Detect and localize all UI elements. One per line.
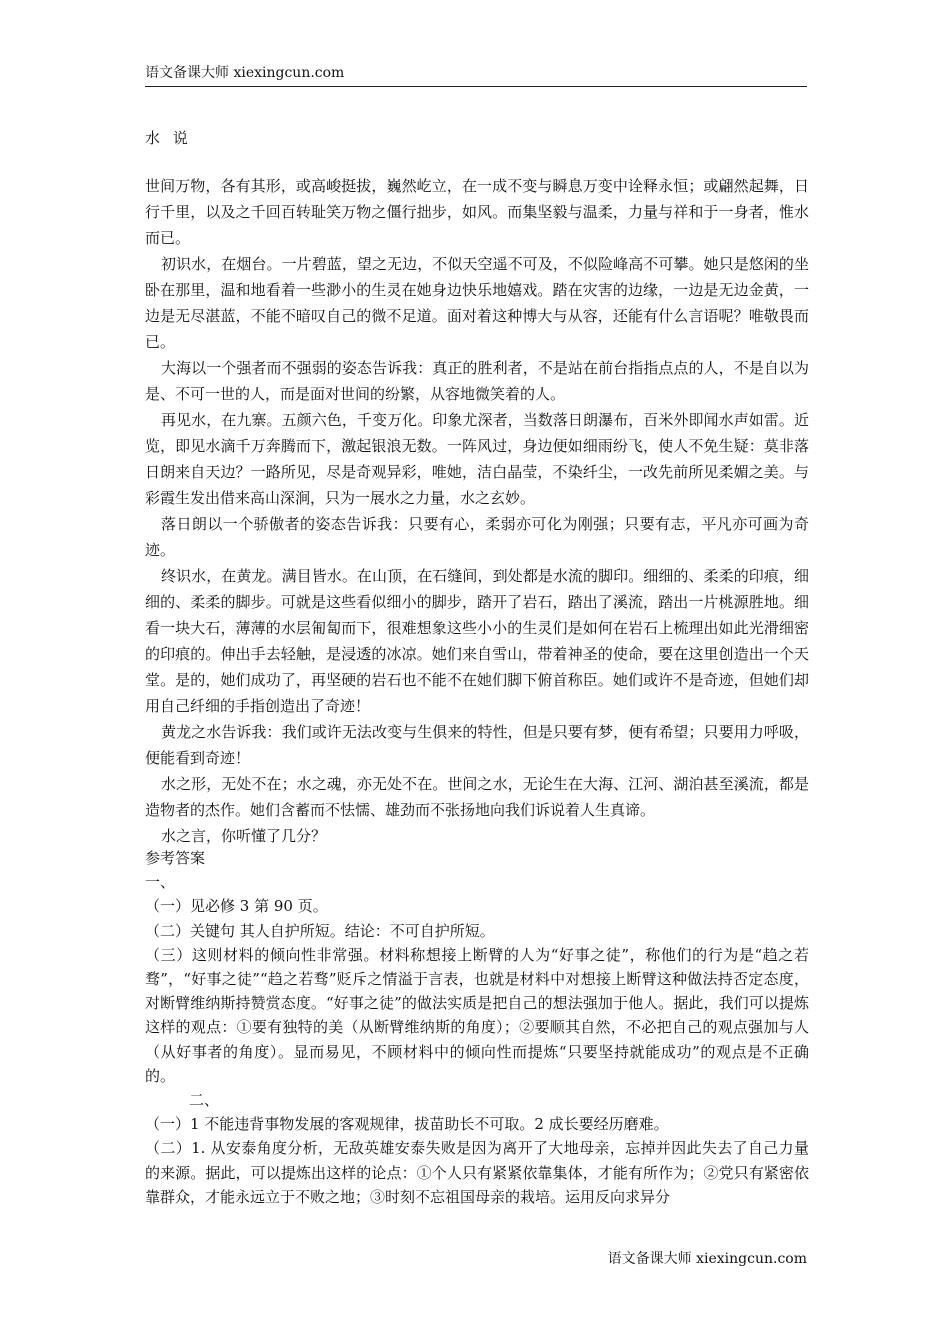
page-footer: 语文备课大师 xiexingcun.com [607,1251,807,1267]
answer-item: （一）1 不能违背事物发展的客观规律，拔苗助长不可取。2 成长要经历磨难。 [145,1115,669,1134]
article-paragraph: 水之形，无处不在；水之魂，亦无处不在。世间之水，无论生在大海、江河、湖泊甚至溪流，都是造物者的杰作。她们含蓄而不怯懦、雄劲而不张扬地向我们诉说着人生真谛。 [145,775,809,819]
page-header: 语文备课大师 xiexingcun.com [145,64,807,87]
article-paragraph: 黄龙之水告诉我：我们或许无法改变与生俱来的特性，但是只要有梦，便有希望；只要用力呼吸，便能看到奇迹！ [145,723,809,767]
article-paragraph: 终识水，在黄龙。满目皆水。在山顶，在石缝间，到处都是水流的脚印。细细的、柔柔的印痕，细细的、柔柔的脚步。可就是这些看似细小的脚步，踏开了岩石，踏出了溪流，踏出一片桃源胜地。细看一块大石，薄薄的水层匍匐而下，很难想象这些小小的生灵们是如何在岩石上梳理出如此光滑细密的印痕的。伸出手去轻触，是浸透的冰凉。她们来自雪山，带着神圣的使命，要在这里创造出一个天堂。是的，她们成功了，再坚硬的岩石也不能不在她们脚下俯首称臣。她们或许不是奇迹，但她们却用自己纤细的手指创造出了奇迹！ [145,567,809,715]
answer-item: （一）见必修 3 第 90 页。 [145,897,328,916]
answer-item: （二）1. 从安泰角度分析，无敌英雄安泰失败是因为离开了大地母亲，忘掉并因此失去了自己力量的来源。据此，可以提炼出这样的论点：①个人只有紧紧依靠集体，才能有所作为；②党只有紧密依靠群众，才能永远立于不败之地；③时刻不忘祖国母亲的栽培。运用反向求异分 [145,1139,809,1206]
article-paragraph: 大海以一个强者而不强弱的姿态告诉我：真正的胜利者，不是站在前台指指点点的人，不是自以为是、不可一世的人，而是面对世间的纷繁，从容地微笑着的人。 [145,359,809,403]
answer-section-label: 二、 [189,1091,220,1110]
answer-item: （二）关键句 其人自护所短。结论：不可自护所短。 [145,921,495,940]
article-paragraph: 再见水，在九寨。五颜六色，千变万化。印象尤深者，当数落日朗瀑布，百米外即闻水声如雷。近览，即见水滴千万奔腾而下，激起银浪无数。一阵风过，身边便如细雨纷飞，使人不免生疑：莫非落日朗来自天边？一路所见，尽是奇观异彩，唯她，洁白晶莹，不染纤尘，一改先前所见柔媚之美。与彩霞生发出借来高山深涧，只为一展水之力量，水之玄妙。 [145,411,809,507]
answer-heading: 参考答案 [145,849,206,867]
answer-section [145,846,809,1209]
article-title: 水 说 [145,129,192,147]
article-paragraph: 水之言，你听懂了几分？ [161,827,327,845]
article-paragraph: 世间万物，各有其形，或高峻挺拔，巍然屹立，在一成不变与瞬息万变中诠释永恒；或翩然起舞，日行千里，以及之千回百转耻笑万物之僵行拙步，如风。而集坚毅与温柔，力量与祥和于一身者，惟水而已。 [145,177,809,247]
article-paragraph: 初识水，在烟台。一片碧蓝，望之无边，不似天空遥不可及，不似险峰高不可攀。她只是悠闲的坐卧在那里，温和地看着一些渺小的生灵在她身边快乐地嬉戏。踏在灾害的边缘，一边是无边金黄，一边是无尽湛蓝，不能不暗叹自己的微不足道。面对着这种博大与从容，还能有什么言语呢？唯敬畏而已。 [145,255,809,351]
answer-section-label: 一、 [145,873,176,892]
article-body [145,173,809,849]
answer-item: （三）这则材料的倾向性非常强。材料称想接上断臂的人为“好事之徒”，称他们的行为是“趋之若骛”，“好事之徒”“趋之若骛”贬斥之情溢于言表，也就是材料中对想接上断臂这种做法持否定态度，对断臂维纳斯持赞赏态度。“好事之徒”的做法实质是把自己的想法强加于他人。据此，我们可以提炼这样的观点：①要有独特的美（从断臂维纳斯的角度）；②要顺其自然，不必把自己的观点强加与人（从好事者的角度）。显而易见，不顾材料中的倾向性而提炼“只要坚持就能成功”的观点是不正确的。 [145,945,809,1085]
article-paragraph: 落日朗以一个骄傲者的姿态告诉我：只要有心，柔弱亦可化为刚强；只要有志，平凡亦可画为奇迹。 [145,515,809,559]
